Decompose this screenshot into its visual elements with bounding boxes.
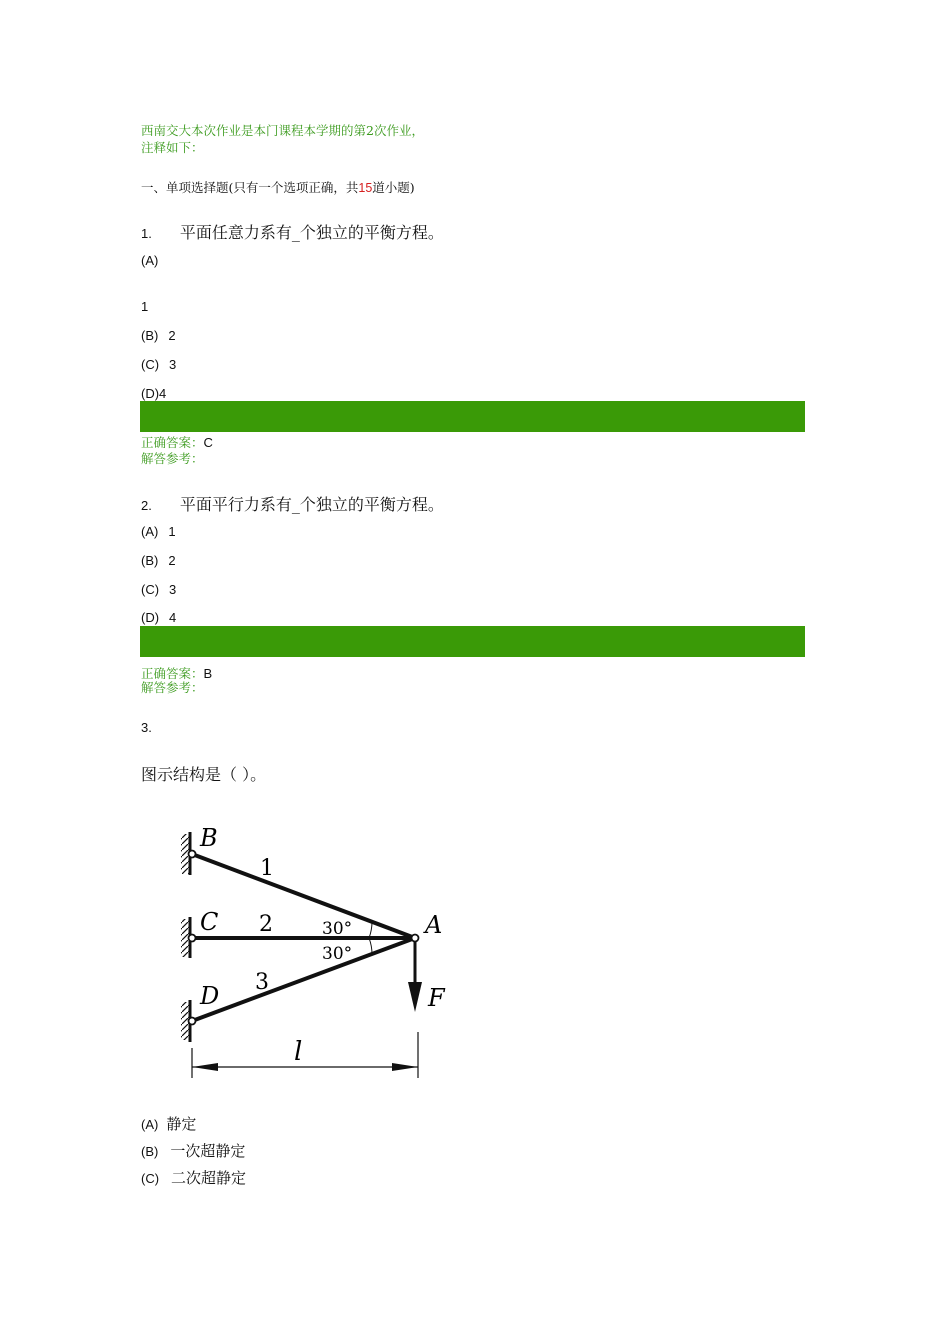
question-text: 平面平行力系有_个独立的平衡方程。	[179, 495, 444, 514]
q1-option-c[interactable]	[141, 357, 176, 373]
question-count: 15	[358, 181, 373, 195]
header-line-1: 西南交大本次作业是本门课程本学期的第2次作业，	[141, 123, 424, 138]
q1-option-a-text[interactable]: 1	[141, 299, 149, 314]
force-arrowhead	[408, 982, 422, 1012]
q1-reference: 解答参考：	[141, 451, 204, 466]
label-node-a: A	[425, 911, 443, 939]
header-line-2: 注释如下：	[141, 140, 204, 155]
q2-option-c[interactable]	[141, 582, 176, 598]
label-node-c: C	[200, 908, 219, 936]
option-label: (C)	[141, 582, 160, 597]
option-text: 二次超静定	[171, 1169, 247, 1187]
label-dimension-l: l	[294, 1037, 303, 1067]
section-prefix: 一、单项选择题(只有一个选项正确，共	[141, 180, 359, 195]
option-label: (A)	[141, 1117, 159, 1132]
option-text: 1	[168, 524, 176, 539]
q3-option-c[interactable]	[141, 1167, 246, 1188]
option-text: 3	[169, 582, 177, 597]
q2-option-a[interactable]	[141, 524, 176, 540]
option-label: (D)	[141, 610, 160, 625]
option-text: 静定	[166, 1115, 197, 1133]
label-node-d: D	[200, 982, 220, 1010]
answer-bar[interactable]	[140, 401, 805, 432]
option-text: 3	[169, 357, 177, 372]
label-force-f: F	[428, 984, 445, 1012]
question-number: 1.	[141, 226, 152, 241]
q2-reference: 解答参考：	[141, 680, 204, 695]
question-2	[141, 492, 444, 515]
q3-option-b[interactable]	[141, 1140, 245, 1161]
bar-3	[192, 938, 415, 1021]
angle-arc-upper	[369, 922, 372, 938]
hinge-d	[189, 1018, 196, 1025]
option-text: 2	[168, 553, 176, 568]
option-text: 一次超静定	[170, 1142, 246, 1160]
label-bar-1: 1	[260, 856, 274, 881]
option-text: 4	[169, 610, 177, 625]
section-suffix: 道小题)	[372, 180, 415, 195]
label-angle-upper: 30°	[322, 919, 353, 939]
q3-option-a[interactable]	[141, 1113, 196, 1134]
option-label: (B)	[141, 328, 159, 343]
q1-option-d[interactable]	[141, 386, 166, 402]
option-text: 4	[159, 386, 167, 401]
answer-bar[interactable]	[140, 626, 805, 657]
option-label: (B)	[141, 1144, 159, 1159]
label-bar-2: 2	[259, 912, 273, 937]
label-angle-lower: 30°	[322, 944, 353, 964]
option-text: 2	[168, 328, 176, 343]
question-3-number: 3.	[141, 720, 152, 735]
option-label: (C)	[141, 357, 160, 372]
q2-option-d[interactable]	[141, 610, 176, 626]
bar-1	[192, 854, 415, 938]
dimension-arrow-right	[392, 1063, 418, 1071]
section-title	[141, 178, 415, 196]
label-node-b: B	[200, 824, 218, 852]
answer-value: B	[203, 666, 213, 681]
q1-answer	[141, 435, 213, 451]
answer-value: C	[203, 435, 213, 450]
label-bar-3: 3	[255, 970, 269, 995]
q1-option-b[interactable]	[141, 328, 176, 344]
truss-figure	[170, 820, 470, 1090]
q1-option-a-label[interactable]	[141, 253, 168, 269]
answer-label: 正确答案：	[141, 666, 204, 681]
angle-arc-lower	[369, 938, 372, 954]
question-number: 2.	[141, 498, 152, 513]
option-label: (A)	[141, 524, 159, 539]
option-label: (C)	[141, 1171, 160, 1186]
answer-label: 正确答案：	[141, 435, 204, 450]
question-1	[141, 220, 444, 243]
hinge-a	[412, 935, 419, 942]
hinge-b	[189, 851, 196, 858]
question-3-text: 图示结构是（ ）。	[141, 765, 267, 784]
q2-option-b[interactable]	[141, 553, 176, 569]
option-label: (B)	[141, 553, 159, 568]
hinge-c	[189, 935, 196, 942]
dimension-arrow-left	[192, 1063, 218, 1071]
option-label: (D)	[141, 386, 160, 401]
option-label: (A)	[141, 253, 159, 268]
question-text: 平面任意力系有_个独立的平衡方程。	[179, 223, 444, 242]
